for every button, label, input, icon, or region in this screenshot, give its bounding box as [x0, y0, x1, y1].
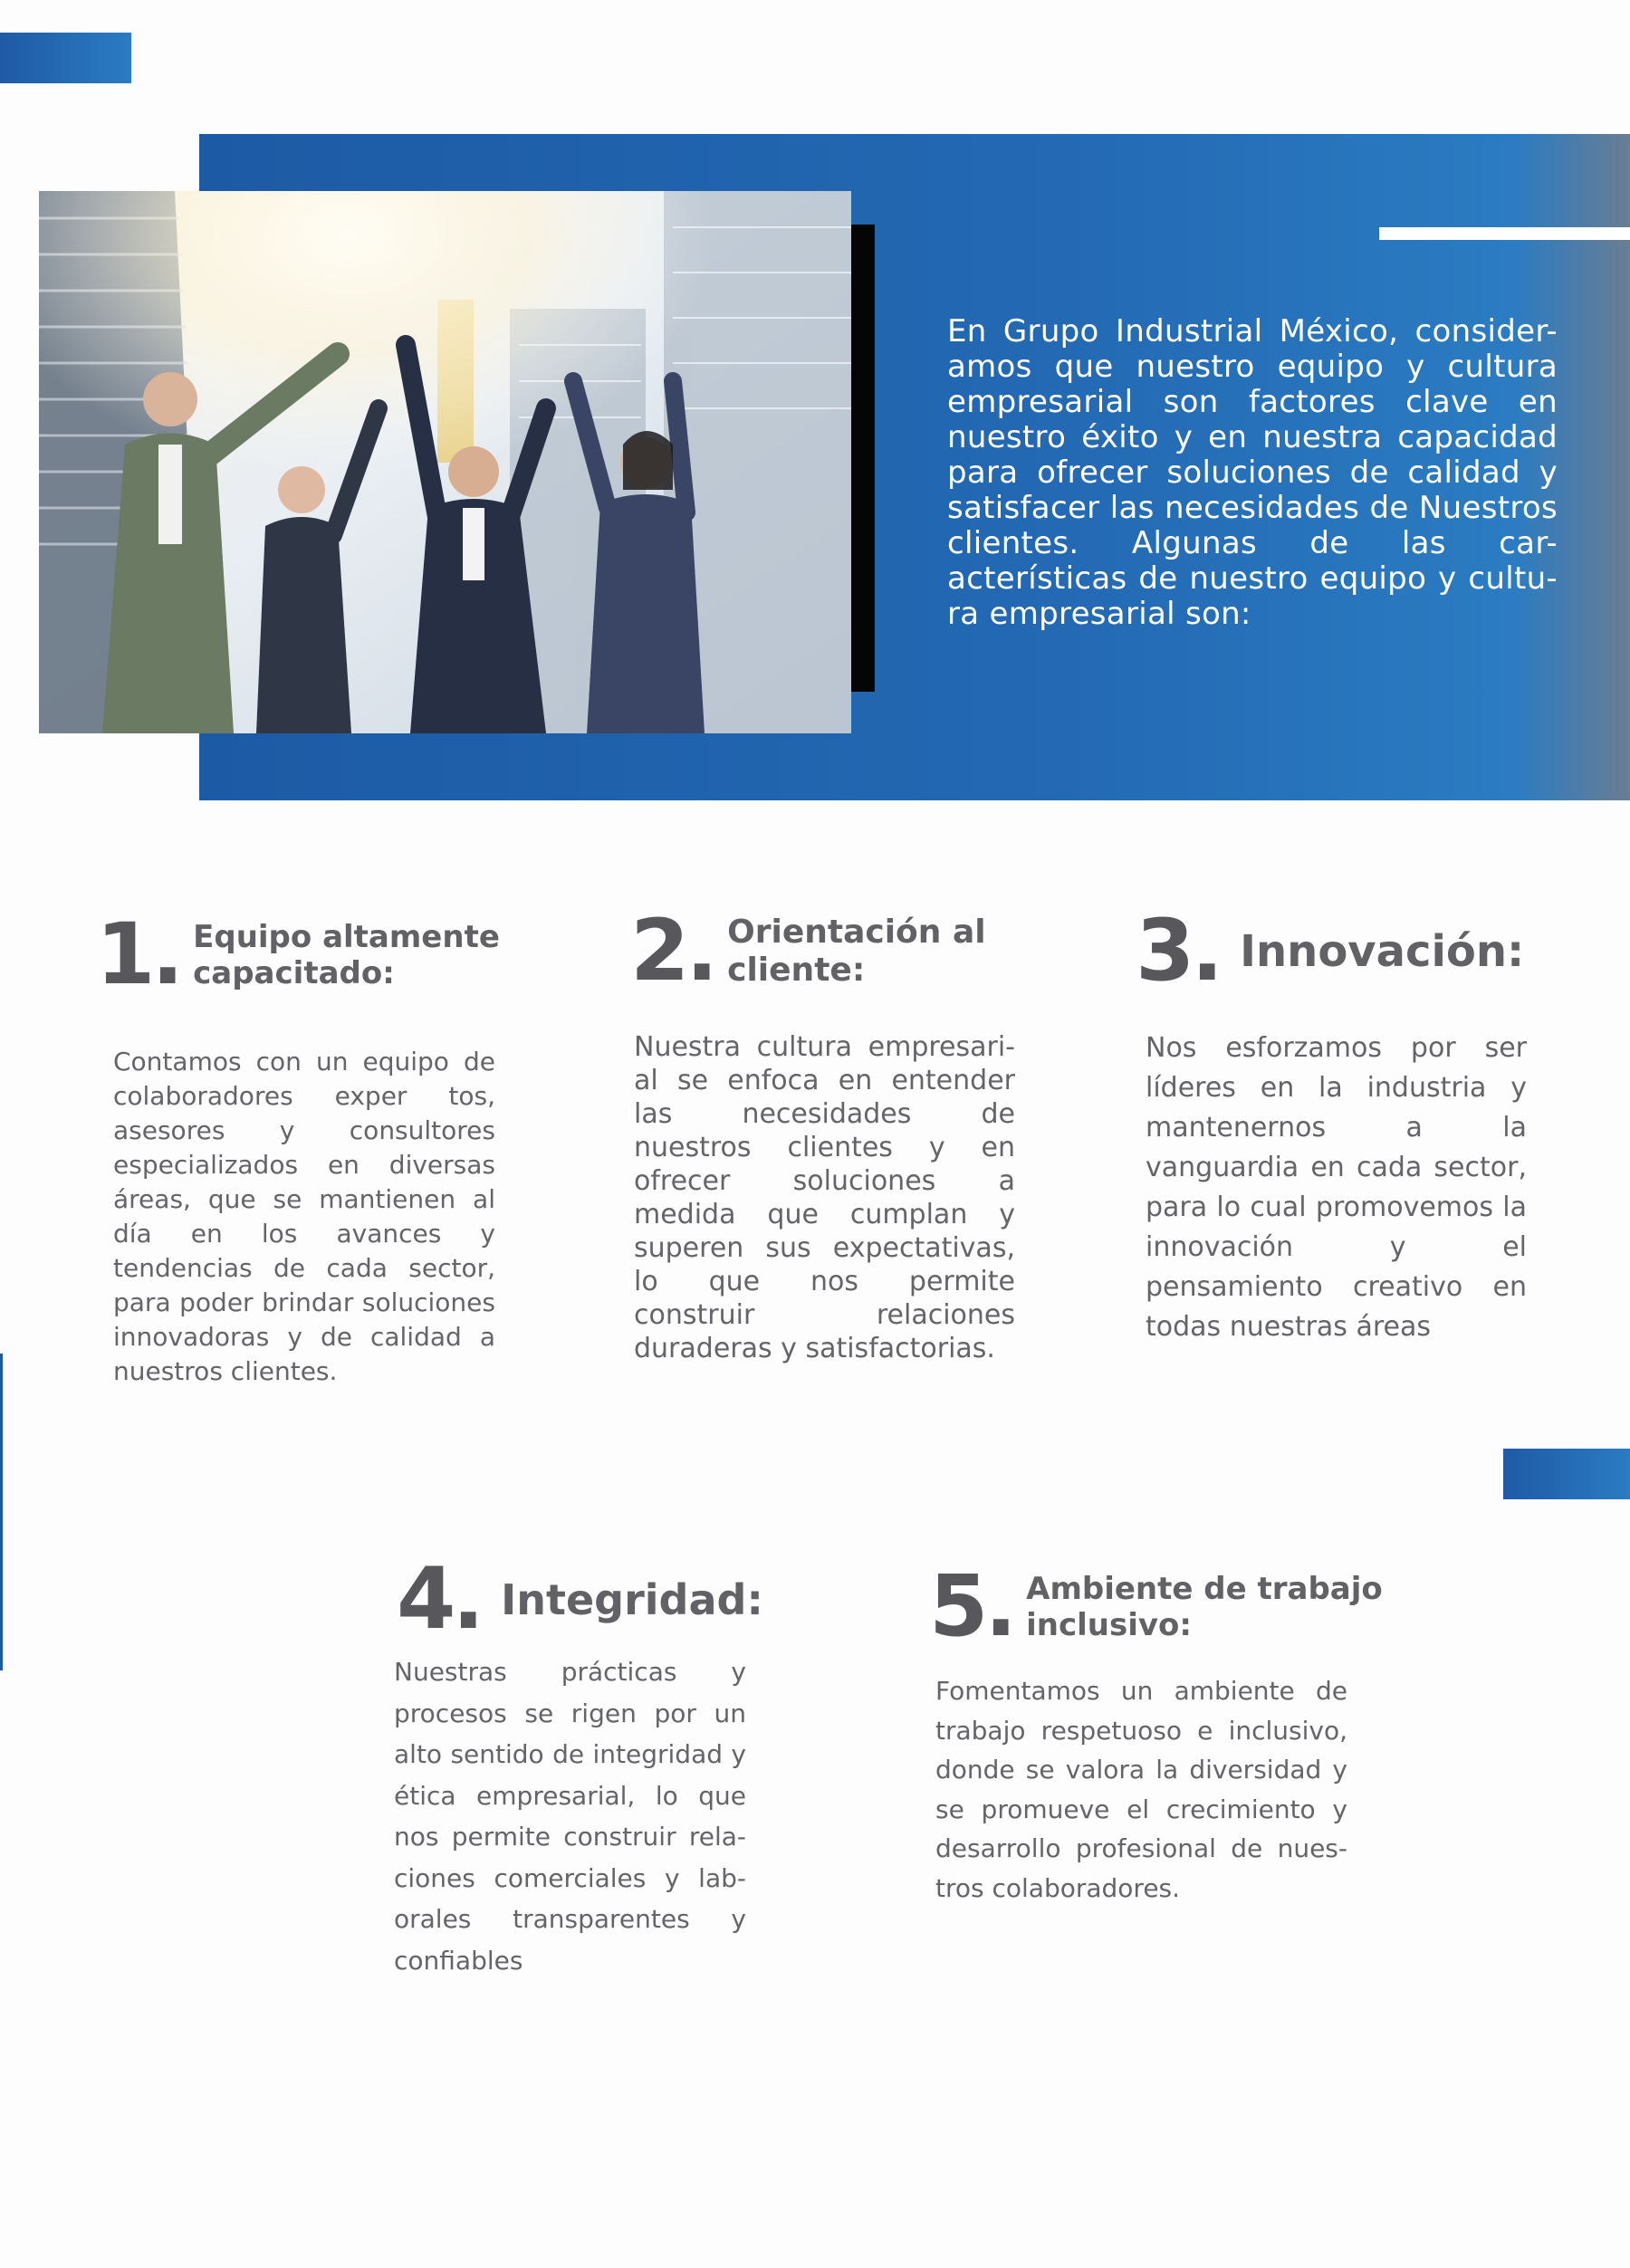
item-2-title-line-2: cliente: — [727, 952, 866, 989]
item-4-title — [501, 1577, 763, 1622]
item-5-heading — [929, 1557, 1383, 1656]
item-1-body: Contamos con un equipo de colaboradores exper tos, asesores y consultores especializados en diversas áreas, que se mantienen al día en los avances y tendencias de cada sector, para poder brindar soluciones innovadoras y de calidad a nuestros clientes. — [113, 1047, 495, 1386]
item-5-number: 5. — [929, 1557, 1014, 1656]
item-1-title-line-1: Equipo altamente — [193, 919, 500, 955]
item-4-title-line-1: Integridad: — [501, 1575, 763, 1624]
item-3-title-line-1: Innovación: — [1240, 926, 1525, 977]
photo-shadow-bar — [849, 225, 875, 692]
item-5-title-line-2: inclusivo: — [1026, 1607, 1193, 1643]
top-left-accent-bar — [0, 33, 131, 83]
item-5-body: Fomentamos un ambiente de trabajo respetuoso e inclusivo, donde se valora la diversidad y se promueve el crecimiento y desarrollo profesional de nues- tros colaboradores. — [935, 1676, 1347, 1903]
team-celebration-photo — [39, 191, 851, 733]
item-3-heading — [1136, 902, 1525, 1000]
item-5-title — [1026, 1571, 1383, 1643]
item-1-title-line-2: capacitado: — [193, 955, 395, 991]
hero-white-line — [1379, 227, 1630, 240]
item-5-title-line-1: Ambiente de trabajo — [1026, 1571, 1383, 1607]
item-1-number: 1. — [96, 905, 181, 1004]
item-1-title — [193, 919, 500, 991]
item-2-number: 2. — [630, 902, 715, 1000]
item-2-title-line-1: Orientación al — [727, 914, 986, 951]
item-3-title — [1240, 928, 1524, 975]
hero-intro-text: En Grupo Industrial México, consider- amos que nuestro equipo y cultura empresarial son factores clave en nuestro éxito y en nuestra capacidad para ofrecer soluciones de calidad y satisfacer las necesidades de Nuestros clientes. Algunas de las car- acterísticas de nuestro equipo y cultu- ra empresarial son: — [947, 313, 1558, 632]
item-3-body: Nos esforzamos por ser líderes en la industria y mantenernos a la vanguardia en cada sector, para lo cual promovemos la innovación y el pensamiento creativo en todas nuestras áreas — [1146, 1032, 1527, 1343]
item-4-body: Nuestras prácticas y procesos se rigen por un alto sentido de integridad y ética empresarial, lo que nos permite construir rela- ciones comerciales y lab- orales transparentes y confiables — [394, 1657, 746, 1976]
right-accent-bar — [1503, 1449, 1630, 1499]
item-2-heading — [630, 902, 986, 1000]
item-4-number: 4. — [397, 1550, 482, 1649]
item-3-number: 3. — [1136, 902, 1221, 1000]
item-1-heading — [96, 905, 500, 1004]
item-2-body: Nuestra cultura empresari- al se enfoca en entender las necesidades de nuestros clientes y en ofrecer soluciones a medida que cumplan y superen sus expectativas, lo que nos permite construir relaciones duraderas y satisfactorias. — [634, 1031, 1015, 1364]
item-2-title — [727, 914, 985, 990]
left-accent-line — [0, 1354, 3, 1670]
item-4-heading — [397, 1550, 763, 1649]
